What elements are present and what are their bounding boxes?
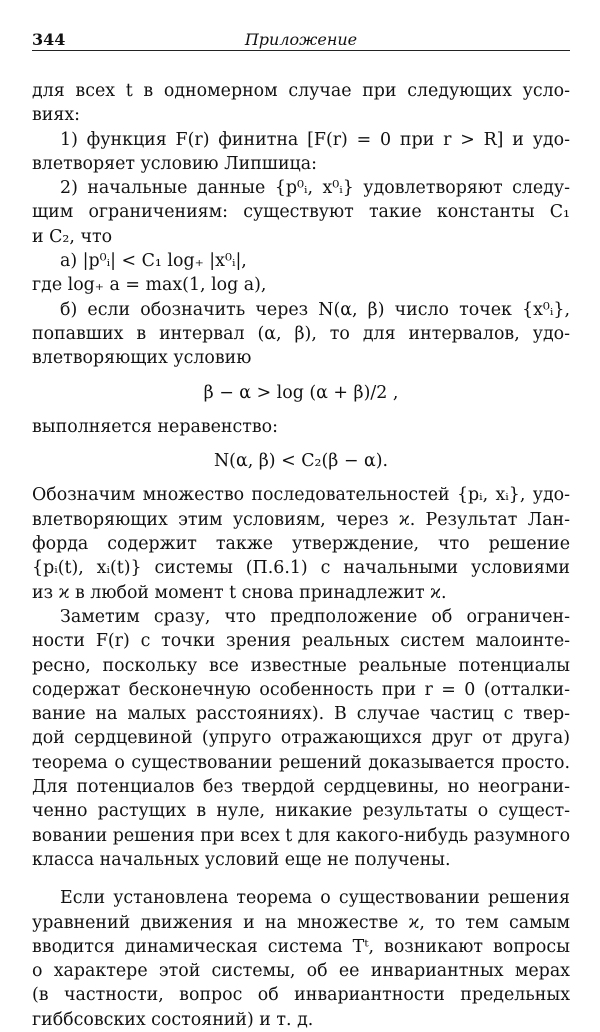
text-line: выполняется неравенство: xyxy=(32,416,278,437)
text-line: 1) функция F(r) финитна [F(r) = 0 при r > R] и удо- xyxy=(60,129,570,150)
text-line: Обозначим множество последовательностей {pᵢ, xᵢ}, удо- xyxy=(32,485,570,506)
text-line: щим ограничениям: существуют такие константы C₁ xyxy=(32,202,570,223)
text-line: ности F(r) с точки зрения реальных систем малоинте- xyxy=(32,631,570,652)
spacer xyxy=(32,473,570,483)
spacer xyxy=(32,872,570,886)
text-line: Заметим сразу, что предположение об ограничен- xyxy=(60,606,570,627)
text-line: влетворяющих условию xyxy=(32,348,252,369)
text-line: класса начальных условий еще не получены. xyxy=(32,849,451,870)
text-line: влетворяющих этим условиям, через ϰ. Результат Лан- xyxy=(32,509,570,530)
text-line: β − α > log (α + β)/2 , xyxy=(203,382,399,403)
text-line: (в частности, вопрос об инвариантности предельных xyxy=(32,985,570,1006)
text-line: влетворяет условию Липшица: xyxy=(32,153,317,174)
text-line: вовании решения при всех t для какого-нибудь разумного xyxy=(32,825,571,846)
text-line: и C₂, что xyxy=(32,226,113,247)
text-line: уравнений движения и на множестве ϰ, то тем самым xyxy=(32,912,570,933)
spacer xyxy=(32,405,570,415)
text-line: попавших в интервал (α, β), то для интервалов, удо- xyxy=(32,323,570,344)
spacer xyxy=(32,439,570,449)
text-line: ченно растущих в нуле, никакие результаты о сущест- xyxy=(32,801,570,822)
text-line: из ϰ в любой момент t снова принадлежит ϰ. xyxy=(32,582,447,603)
text-line: где log₊ a = max(1, log a), xyxy=(32,275,267,296)
book-page xyxy=(32,28,570,1032)
text-line: вание на малых расстояниях). В случае частиц с твер- xyxy=(32,704,570,725)
text-line: виях: xyxy=(32,105,81,126)
text-line: {pᵢ(t), xᵢ(t)} системы (П.6.1) с начальными условиями xyxy=(32,558,570,579)
text-line: дой сердцевиной (упруго отражающихся друг от друга) xyxy=(32,728,570,749)
text-line: б) если обозначить через N(α, β) число точек {x⁰ᵢ}, xyxy=(60,299,570,320)
text-line: Если установлена теорема о существовании решения xyxy=(60,888,570,909)
text-line: для всех t в одномерном случае при следующих усло- xyxy=(32,81,570,101)
spacer xyxy=(32,371,570,381)
text-line: о характере этой системы, об ее инвариантных мерах xyxy=(32,961,570,982)
text-line: вводится динамическая система Tᵗ, возникают вопросы xyxy=(32,936,570,957)
page-number: 344 xyxy=(32,30,66,49)
text-line: гиббсовских состояний) и т. д. xyxy=(32,1009,314,1030)
text-line: Для потенциалов без твердой сердцевины, но неограни- xyxy=(32,777,570,798)
text-line: теорема о существовании решений доказывается просто. xyxy=(32,752,570,773)
text-line: N(α, β) < C₂(β − α). xyxy=(213,451,389,472)
text-line: а) |p⁰ᵢ| < C₁ log₊ |x⁰ᵢ|, xyxy=(60,251,247,272)
text-line: содержат бесконечную особенность при r = 0 (отталки- xyxy=(32,679,570,700)
text-line: 2) начальные данные {p⁰ᵢ, x⁰ᵢ} удовлетворяют следу- xyxy=(60,178,570,199)
text-line: ресно, поскольку все известные реальные потенциалы xyxy=(32,655,570,676)
text-line: форда содержит также утверждение, что решение xyxy=(32,534,570,555)
running-title: Приложение xyxy=(244,30,358,49)
page-header xyxy=(32,28,570,51)
page-body xyxy=(32,79,570,1032)
